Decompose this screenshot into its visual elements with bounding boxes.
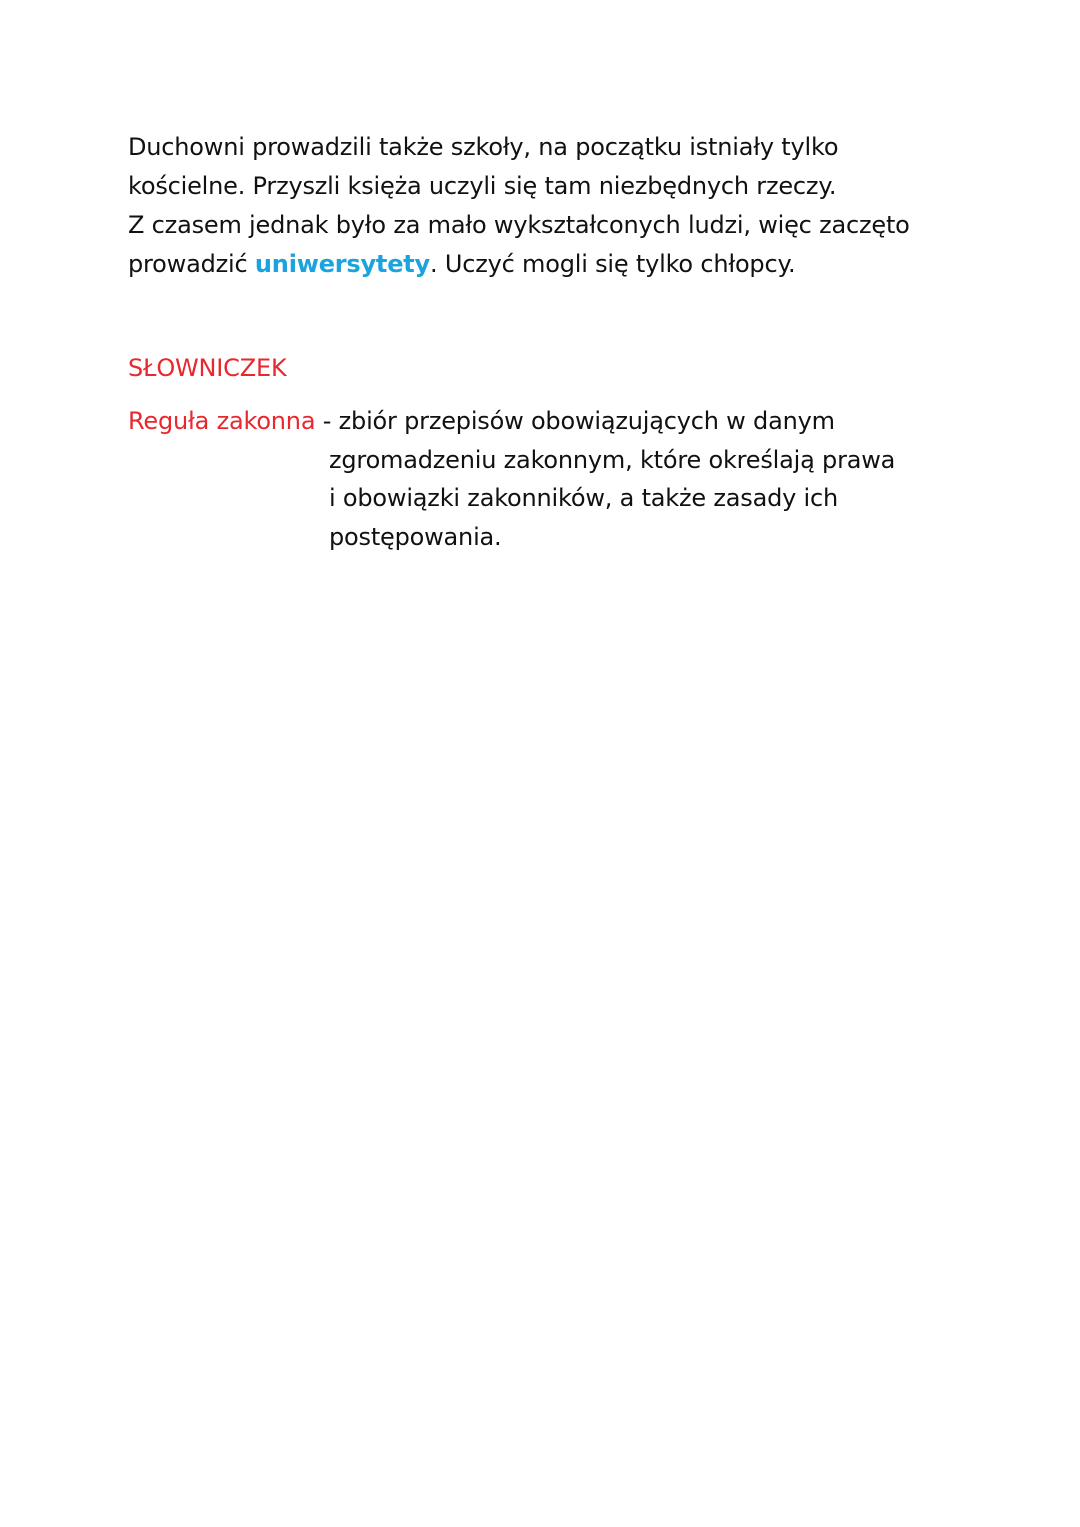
- paragraph-line: kościelne. Przyszli księża uczyli się tam niezbędnych rzeczy.: [128, 172, 837, 200]
- glossary-separator: -: [315, 407, 339, 435]
- glossary-definition-line: zgromadzeniu zakonnym, które określają prawa: [329, 445, 896, 474]
- highlighted-term: uniwersytety: [254, 250, 431, 278]
- paragraph-text: . Uczyć mogli się tylko chłopcy.: [430, 250, 796, 278]
- paragraph-line: Duchowni prowadzili także szkoły, na początku istniały tylko: [128, 133, 839, 161]
- paragraph-text: prowadzić: [128, 250, 255, 278]
- body-paragraph: [128, 128, 948, 284]
- glossary-term-row: [128, 402, 948, 441]
- paragraph-line: Z czasem jednak było za mało wykształconych ludzi, więc zaczęto: [128, 211, 910, 239]
- glossary-heading: SŁOWNICZEK: [128, 354, 287, 382]
- glossary-definition-line: i obowiązki zakonników, a także zasady ich: [329, 484, 839, 512]
- glossary-definition-line: postępowania.: [329, 522, 502, 551]
- glossary-term: Reguła zakonna: [128, 407, 316, 435]
- paragraph-line: [128, 245, 948, 284]
- glossary-definition-line: zbiór przepisów obowiązujących w danym: [338, 407, 835, 435]
- glossary-entry: [128, 402, 948, 556]
